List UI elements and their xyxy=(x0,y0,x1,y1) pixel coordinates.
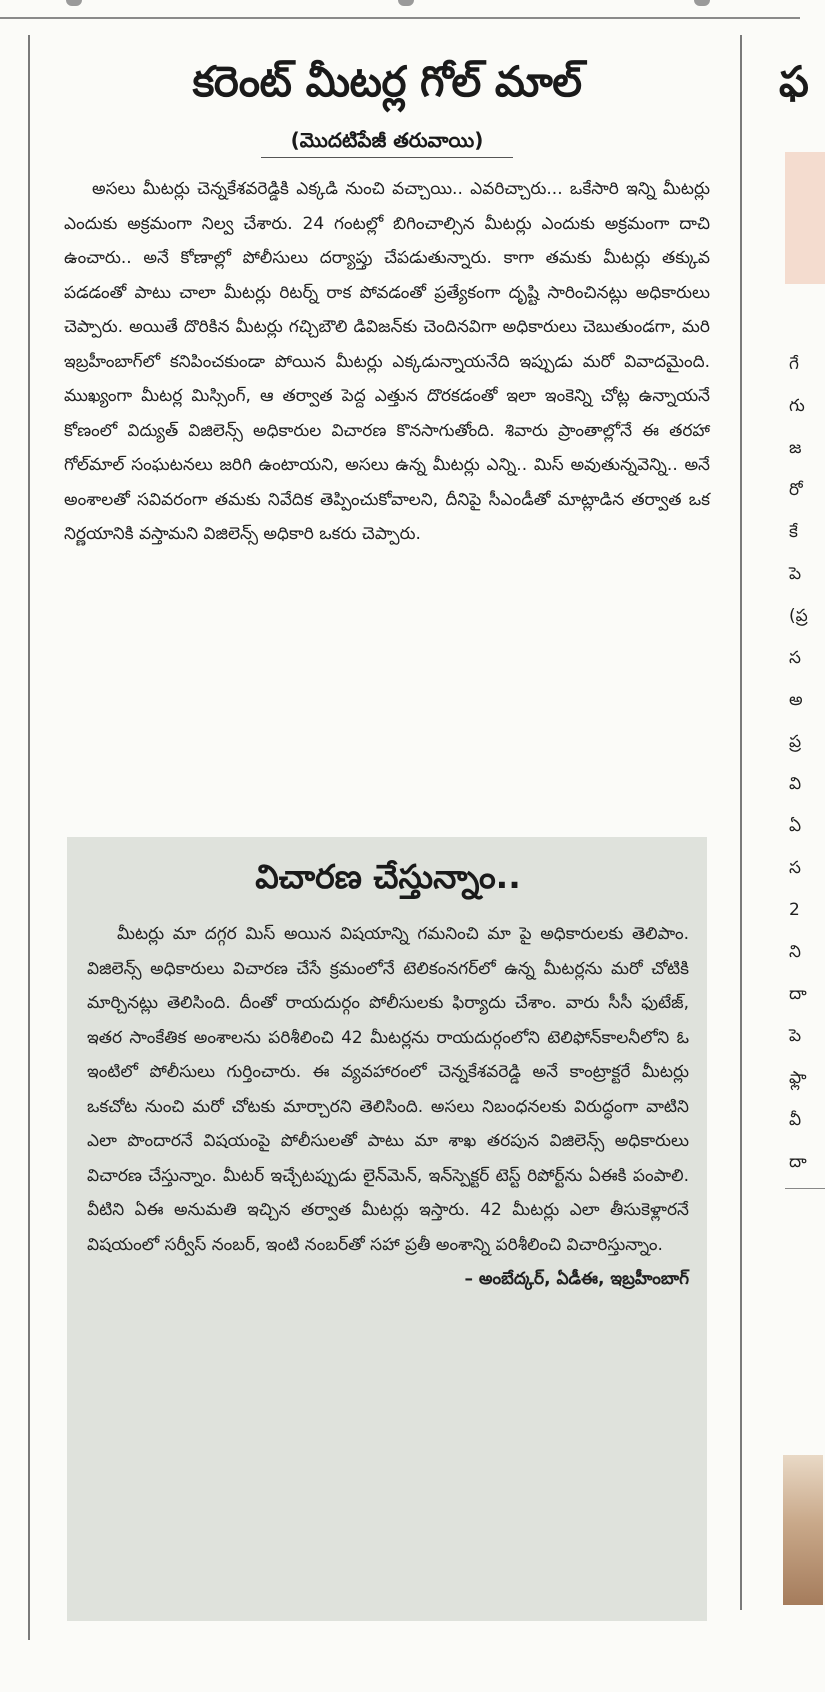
next-column-line: దా xyxy=(789,984,807,1004)
next-column-line: జ xyxy=(789,438,802,458)
continuation-note: (మొదటిపేజీ తరువాయి) xyxy=(290,128,484,152)
next-column-line: వీ xyxy=(789,1110,802,1130)
next-column-line: 2 xyxy=(789,900,800,920)
next-column-line: అ xyxy=(789,690,803,710)
next-column-line: ని xyxy=(789,942,801,962)
continuation-underline xyxy=(261,157,513,158)
news-article xyxy=(64,52,710,552)
next-column-line: ఏ xyxy=(789,816,802,836)
next-column-line: ప్ర xyxy=(789,732,802,752)
next-column-fragment xyxy=(775,0,809,1692)
next-column-line: కే xyxy=(789,522,798,542)
next-highlight-box xyxy=(785,152,825,284)
next-column-line: పె xyxy=(789,1026,802,1046)
next-column-line: (ప్ర xyxy=(789,606,808,626)
next-column-line: గే xyxy=(789,354,799,374)
next-column-rule xyxy=(785,1188,825,1189)
quote-signature: – అంబేద్కర్, ఏడీఈ, ఇబ్రహీంబాగ్ xyxy=(464,1269,689,1289)
next-column-line: వి xyxy=(789,774,802,794)
top-rule-mark xyxy=(66,0,82,6)
top-rule-mark xyxy=(694,0,710,6)
article-headline: కరెంట్ మీటర్ల గోల్ మాల్ xyxy=(192,57,582,106)
next-column-photo xyxy=(783,1455,823,1605)
left-column-divider xyxy=(28,35,30,1640)
next-column-line: స xyxy=(789,648,801,668)
box-body-text: మీటర్లు మా దగ్గర మిస్ అయిన విషయాన్ని గమనించి మా పై అధికారులకు తెలిపాం. విజిలెన్స్ అధికారులు విచారణ చేసే క్రమంలోనే టెలికంనగర్‌లో ఉన్న మీటర్లను మరో చోటికి మార్చినట్లు తెలిసింది. దీంతో రాయదుర్గం పోలీసులకు ఫిర్యాదు చేశాం. వారు సీసీ ఫుటేజ్, ఇతర సాంకేతిక అంశాలను పరిశీలించి 42 మీటర్లను రాయదుర్గంలోని టెలిఫోన్‌కాలనీలోని ఓ ఇంటిలో పోలీసులు గుర్తించారు. ఈ వ్యవహారంలో చెన్నకేశవరెడ్డి అనే కాంట్రాక్టరే మీటర్లు ఒకచోట నుంచి మరో చోటకు మార్చారని తెలిసింది. అసలు నిబంధనలకు విరుద్ధంగా వాటిని ఎలా పొందారనే విషయంపై పోలీసులతో పాటు మా శాఖ తరపున విజిలెన్స్ అధికారులు విచారణ చేస్తున్నాం. మీటర్ ఇచ్చేటప్పుడు లైన్‌మెన్, ఇన్‌స్పెక్టర్ టెస్ట్ రిపోర్ట్‌ను ఏఈకి పంపాలి. వీటిని ఏఈ అనుమతి ఇచ్చిన తర్వాత మీటర్లు ఇస్తారు. 42 మీటర్లు ఎలా తీసుకెళ్లారనే విషయంలో సర్వీస్ నంబర్, ఇంటి నంబర్‌తో సహా ప్రతీ అంశాన్ని పరిశీలించి విచారిస్తున్నాం. xyxy=(87,924,689,1255)
sidebar-quote-box xyxy=(67,837,707,1621)
article-body: అసలు మీటర్లు చెన్నకేశవరెడ్డికి ఎక్కడి నుంచి వచ్చాయి.. ఎవరిచ్చారు... ఒకేసారి ఇన్ని మీటర్లు ఎందుకు అక్రమంగా నిల్వ చేశారు. 24 గంటల్లో బిగించాల్సిన మీటర్లు ఎందుకు అక్రమంగా దాచి ఉంచారు.. అనే కోణాల్లో పోలీసులు దర్యాప్తు చేపడుతున్నారు. కాగా తమకు మీటర్లు తక్కువ పడడంతో పాటు చాలా మీటర్లు రిటర్న్ రాక పోవడంతో ప్రత్యేకంగా దృష్టి సారించినట్లు అధికారులు చెప్పారు. అయితే దొరికిన మీటర్లు గచ్చిబౌలి డివిజన్‌కు చెందినవిగా అధికారులు చెబుతుండగా, మరి ఇబ్రహీంబాగ్‌లో కనిపించకుండా పోయిన మీటర్లు ఎక్కడున్నాయనేది ఇప్పుడు మరో వివాదమైంది. ముఖ్యంగా మీటర్ల మిస్సింగ్, ఆ తర్వాత పెద్ద ఎత్తున దొరకడంతో ఇలా ఇంకెన్ని చోట్ల ఉన్నాయనే కోణంలో విద్యుత్ విజిలెన్స్ అధికారుల విచారణ కొనసాగుతోంది. శివారు ప్రాంతాల్లోనే ఈ తరహా గోల్‌మాల్ సంఘటనలు జరిగి ఉంటాయని, అసలు ఉన్న మీటర్లు ఎన్ని.. మిస్ అవుతున్నవెన్ని.. అనే అంశాలతో సవివరంగా తమకు నివేదిక తెప్పించుకోవాలని, దీనిపై సీఎండీతో మాట్లాడిన తర్వాత ఒక నిర్ణయానికి వస్తామని విజిలెన్స్ అధికారి ఒకరు చెప్పారు. xyxy=(64,179,710,544)
next-column-line: రో xyxy=(789,480,803,500)
right-column-divider xyxy=(740,35,742,1610)
top-rule-mark xyxy=(398,0,414,6)
next-column-line: స xyxy=(789,858,801,878)
next-column-line: గు xyxy=(789,396,805,416)
next-column-line: దా xyxy=(789,1152,807,1172)
box-body xyxy=(87,917,689,1289)
top-rule xyxy=(0,0,800,20)
next-column-line: పె xyxy=(789,564,802,584)
next-headline-fragment: ఫ xyxy=(779,57,809,106)
box-title: విచారణ చేస్తున్నాం.. xyxy=(255,857,521,896)
next-column-line: ఫ్లా xyxy=(789,1068,807,1088)
